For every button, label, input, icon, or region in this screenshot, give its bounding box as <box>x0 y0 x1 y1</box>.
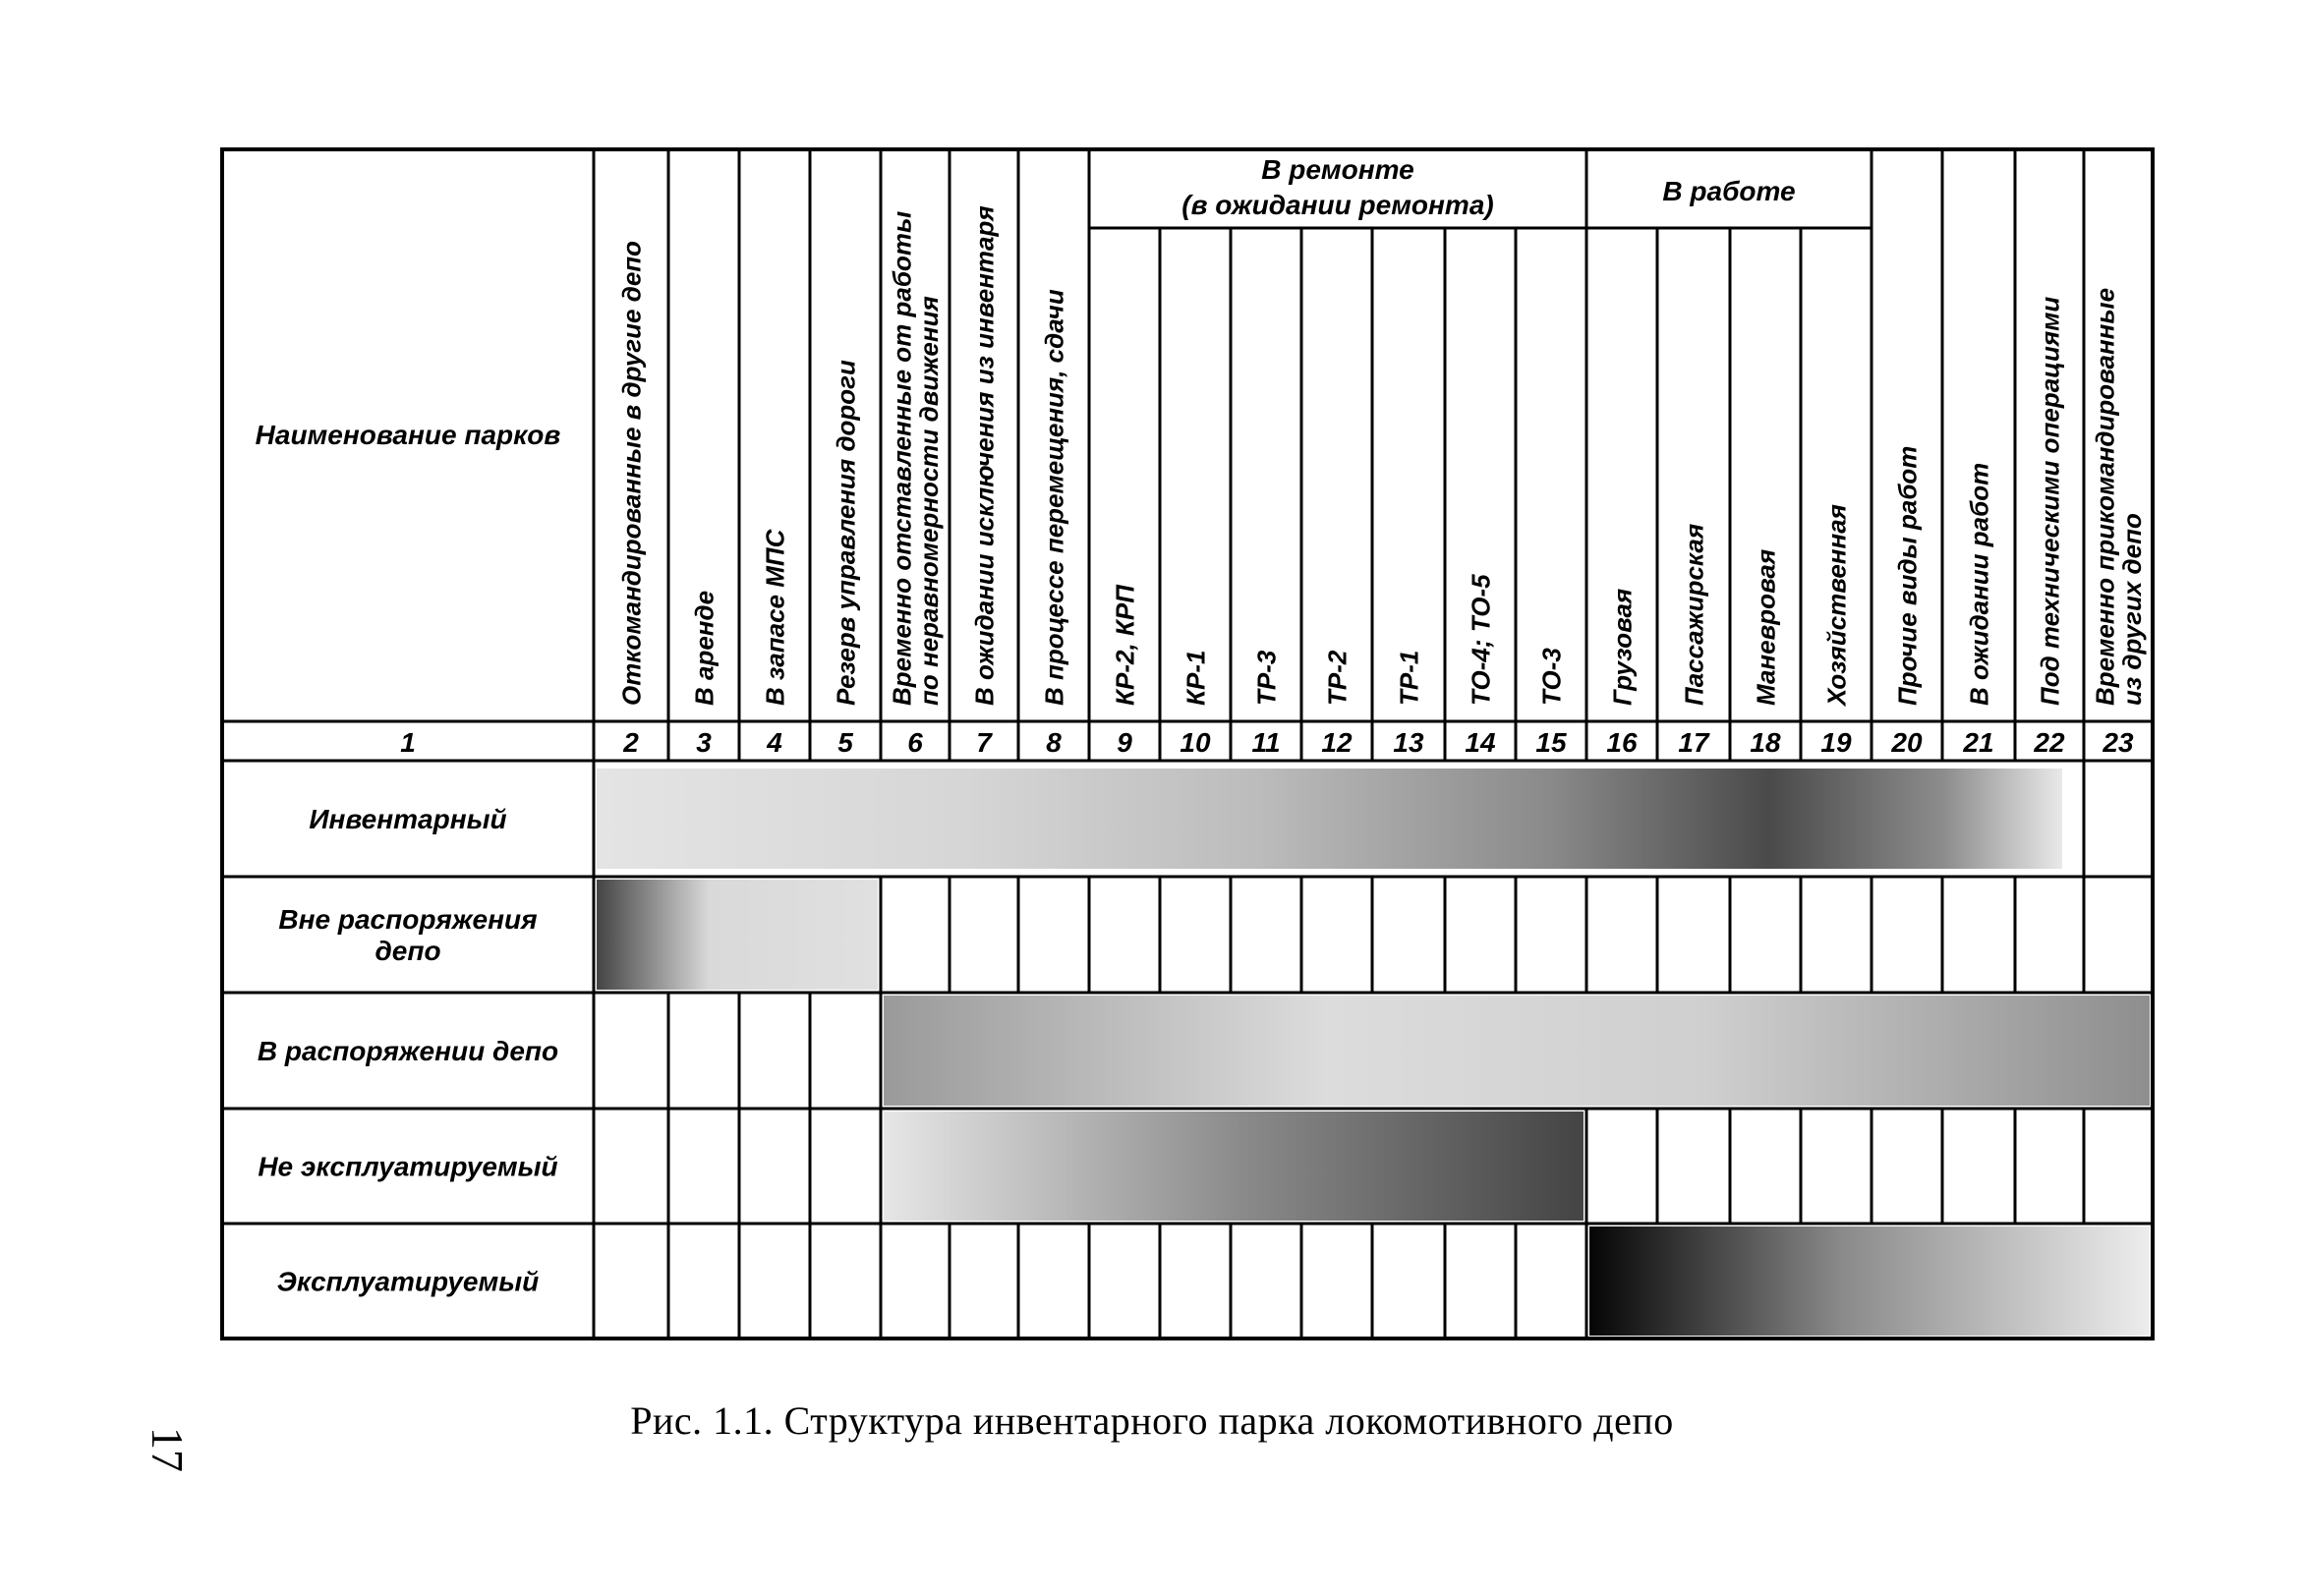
column-header-10 <box>1181 651 1210 706</box>
column-header-label: по неравномерности движения <box>914 296 945 706</box>
page-number: 17 <box>143 1427 193 1472</box>
column-header-2 <box>616 241 646 706</box>
column-header-4 <box>760 528 789 706</box>
column-number: 10 <box>1180 727 1211 758</box>
column-header-label: В процессе перемещения, сдачи <box>1039 289 1069 706</box>
column-number: 18 <box>1750 727 1781 758</box>
row-label: Эксплуатируемый <box>276 1266 540 1297</box>
column-header-label: Временно прикомандированные <box>2090 287 2120 706</box>
column-number: 3 <box>696 727 712 758</box>
column-header-20 <box>1892 446 1922 706</box>
column-header-22 <box>2035 297 2064 706</box>
column-number: 17 <box>1678 727 1709 758</box>
column-header-19 <box>1821 504 1851 708</box>
row-header-title: Наименование парков <box>255 420 561 450</box>
column-header-13 <box>1394 651 1423 706</box>
column-number: 11 <box>1251 727 1281 758</box>
column-header-9 <box>1110 584 1139 706</box>
column-number: 12 <box>1321 727 1353 758</box>
column-number: 22 <box>2034 727 2065 758</box>
column-header-label: Грузовая <box>1607 588 1638 706</box>
column-header-14 <box>1466 574 1495 706</box>
column-header-label: Откомандированные в другие депо <box>616 240 647 706</box>
column-number: 23 <box>2102 727 2134 758</box>
column-header-6 <box>888 211 944 706</box>
column-header-label: Пассажирская <box>1679 523 1709 706</box>
column-header-23 <box>2091 288 2147 706</box>
column-header-7 <box>969 205 999 706</box>
row-label: депо <box>374 936 441 966</box>
column-header-17 <box>1679 524 1708 706</box>
column-header-label: Маневровая <box>1751 548 1781 706</box>
row-band-5 <box>1589 1226 2150 1336</box>
column-header-label: В аренде <box>689 590 720 706</box>
row-band-3 <box>884 996 2150 1106</box>
column-header-label: Резерв управления дороги <box>831 360 861 706</box>
row-label: Инвентарный <box>309 804 507 834</box>
column-header-label: ТО-3 <box>1536 648 1567 706</box>
column-number: 13 <box>1393 727 1424 758</box>
column-header-label: КР-1 <box>1181 650 1211 706</box>
group-sublabel-repair: (в ожидании ремонта) <box>1181 190 1494 220</box>
column-header-label: ТР-1 <box>1394 650 1424 706</box>
row-label: В распоряжении депо <box>257 1036 559 1066</box>
column-header-label: В ожидании исключения из инвентаря <box>969 205 1000 706</box>
row-label: Не эксплуатируемый <box>258 1151 558 1182</box>
column-header-3 <box>689 591 719 706</box>
column-header-12 <box>1322 650 1352 706</box>
group-label-repair: В ремонте <box>1261 154 1414 185</box>
column-header-label: ТР-3 <box>1251 650 1282 706</box>
column-number: 19 <box>1820 727 1852 758</box>
column-header-label: В запасе МПС <box>760 529 790 706</box>
group-label-work: В работе <box>1662 176 1796 206</box>
column-header-label: Хозяйственная <box>1821 504 1852 706</box>
column-number: 1 <box>400 727 416 758</box>
figure-caption: Рис. 1.1. Структура инвентарного парка локомотивного депо <box>630 1398 1674 1443</box>
column-header-label: ТО-4; ТО-5 <box>1466 574 1496 706</box>
column-header-11 <box>1251 650 1281 706</box>
column-header-21 <box>1964 463 1993 706</box>
row-band-2 <box>597 880 878 990</box>
row-band-4 <box>884 1112 1584 1221</box>
column-number: 20 <box>1891 727 1923 758</box>
column-number: 8 <box>1046 727 1062 758</box>
row-label: Вне распоряжения <box>278 904 538 935</box>
column-header-16 <box>1607 589 1637 706</box>
column-header-label: Прочие виды работ <box>1892 445 1923 706</box>
column-number: 21 <box>1963 727 1994 758</box>
column-number: 7 <box>976 727 992 758</box>
column-header-label: КР-2, КРП <box>1110 585 1140 706</box>
row-band-1 <box>597 769 2062 869</box>
column-header-8 <box>1039 289 1068 706</box>
column-header-label: Под техническими операциями <box>2035 296 2065 706</box>
column-header-label: из других депо <box>2117 513 2148 706</box>
column-number: 14 <box>1465 727 1496 758</box>
column-number: 15 <box>1535 727 1567 758</box>
column-header-label: В ожидании работ <box>1964 462 1994 706</box>
column-header-5 <box>831 360 860 706</box>
column-number: 9 <box>1117 727 1132 758</box>
column-header-15 <box>1536 648 1566 706</box>
column-header-label: ТР-2 <box>1322 650 1353 706</box>
column-number: 4 <box>767 727 782 758</box>
column-number: 16 <box>1606 727 1638 758</box>
column-header-label: Временно отставленные от работы <box>887 210 917 706</box>
column-number: 2 <box>623 727 639 758</box>
column-number: 6 <box>907 727 923 758</box>
column-number: 5 <box>837 727 853 758</box>
column-header-18 <box>1751 549 1780 706</box>
